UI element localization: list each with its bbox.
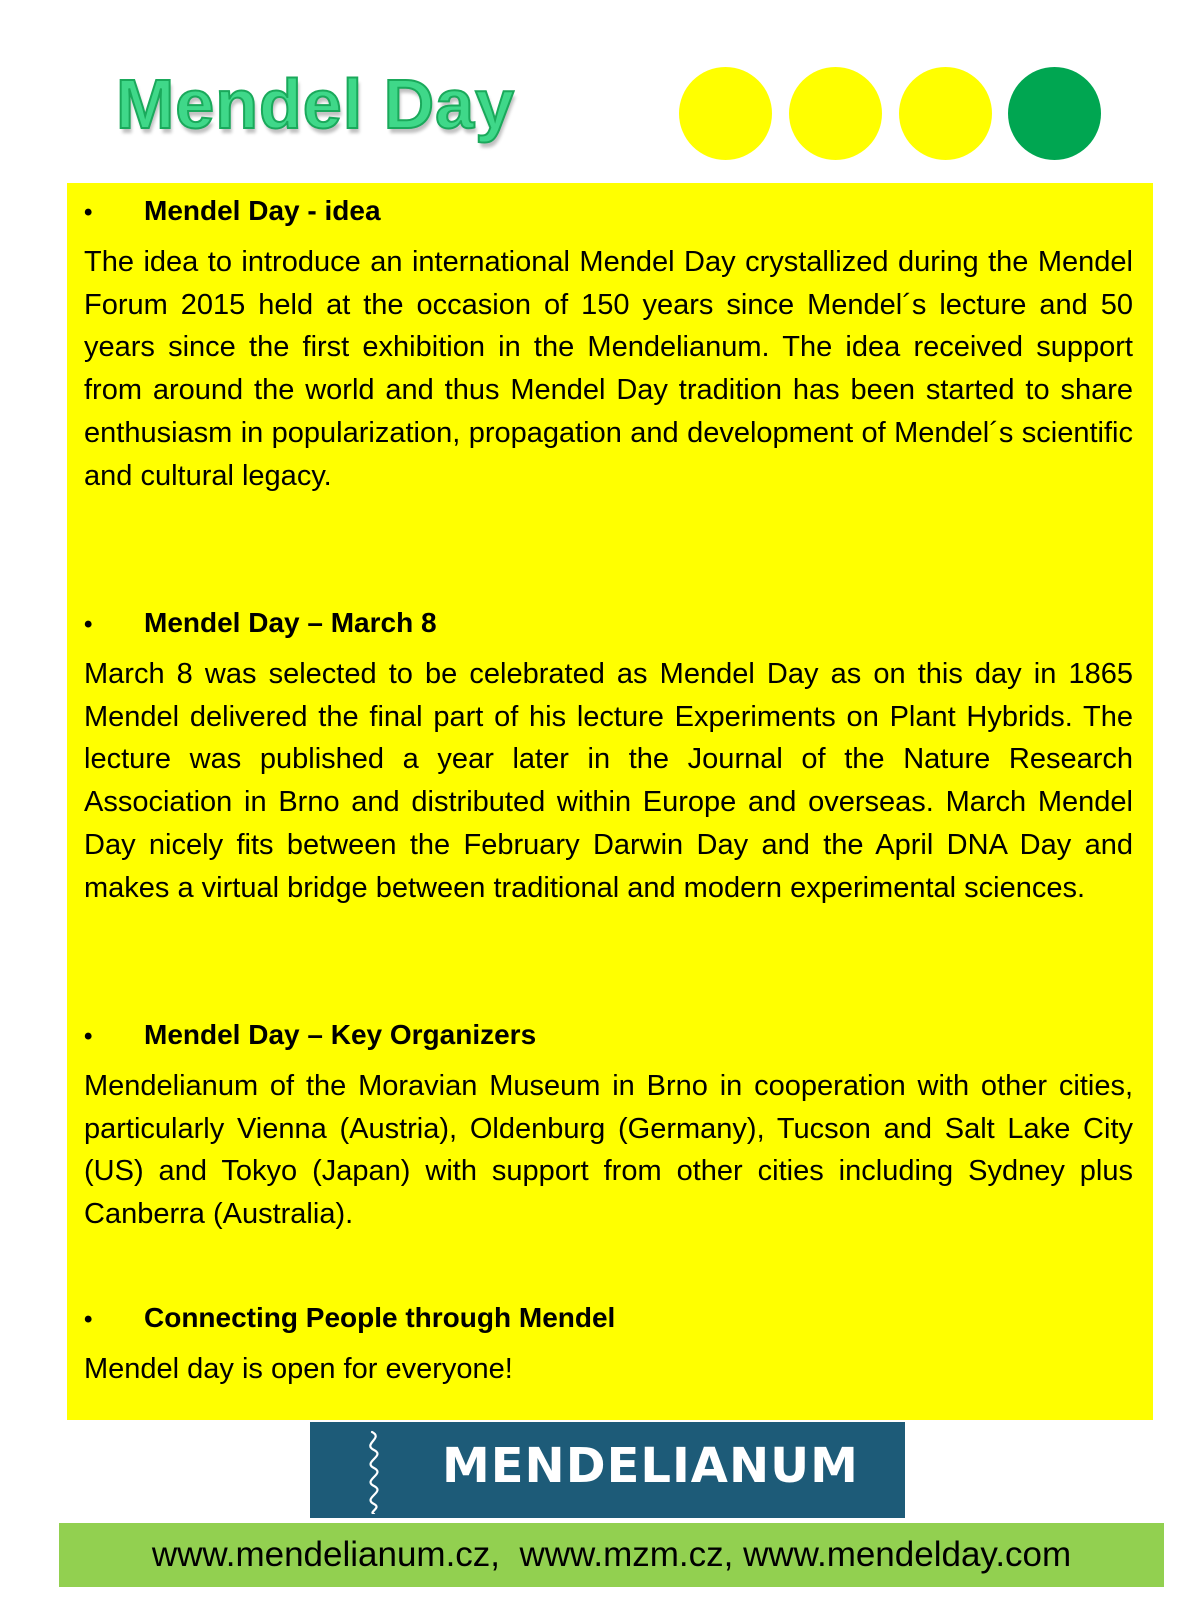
decorative-dots [679,67,1099,161]
section-idea [84,195,1133,497]
section-body: Mendelianum of the Moravian Museum in Brno in cooperation with other cities, particularly Vienna (Austria), Oldenburg (Germany), Tucson and Salt Lake City (US) and Tokyo (Japan) with support from other cities including Sydney plus Canberra (Australia). [84,1070,1133,1231]
yellow-dot-1 [679,67,772,160]
section-key-organizers [84,1019,1133,1236]
mendelianum-logo [310,1422,905,1518]
section-heading: Mendel Day - idea [144,195,381,226]
section-connecting-people [84,1302,1133,1391]
section-body: The idea to introduce an international Mendel Day crystallized during the Mendel Forum 2015 held at the occasion of 150 years since Mendel´s lecture and 50 years since the first exhibition in the Mendelianum. The idea received support from around the world and thus Mendel Day tradition has been started to share enthusiasm in popularization, propagation and development of Mendel´s scientific and cultural legacy. [84,246,1133,492]
page-title: Mendel Day [116,65,515,143]
section-body: Mendel day is open for everyone! [84,1353,513,1385]
section-heading: Connecting People through Mendel [144,1302,616,1333]
section-body: March 8 was selected to be celebrated as Mendel Day as on this day in 1865 Mendel delivered the final part of his lecture Experiments on Plant Hybrids. The lecture was published a year later in the Journal of the Nature Research Association in Brno and distributed within Europe and overseas. March Mendel Day nicely fits between the February Darwin Day and the April DNA Day and makes a virtual bridge between traditional and modern experimental sciences. [84,658,1133,904]
content-panel [67,183,1153,1420]
bullet-icon: • [84,1306,93,1333]
footer-links-text: www.mendelianum.cz, www.mzm.cz, www.mendelday.com [151,1535,1072,1574]
logo-wordmark: MENDELIANUM [442,1438,859,1494]
section-march-8 [84,607,1133,909]
yellow-dot-2 [789,67,882,160]
yellow-dot-3 [899,67,992,160]
bullet-icon: • [84,1023,93,1050]
bullet-icon: • [84,199,93,226]
footer-links-bar [59,1523,1164,1587]
green-dot [1008,67,1101,160]
section-heading: Mendel Day – Key Organizers [144,1019,537,1050]
dna-helix-icon [360,1430,390,1514]
section-heading: Mendel Day – March 8 [144,607,437,638]
bullet-icon: • [84,611,93,638]
